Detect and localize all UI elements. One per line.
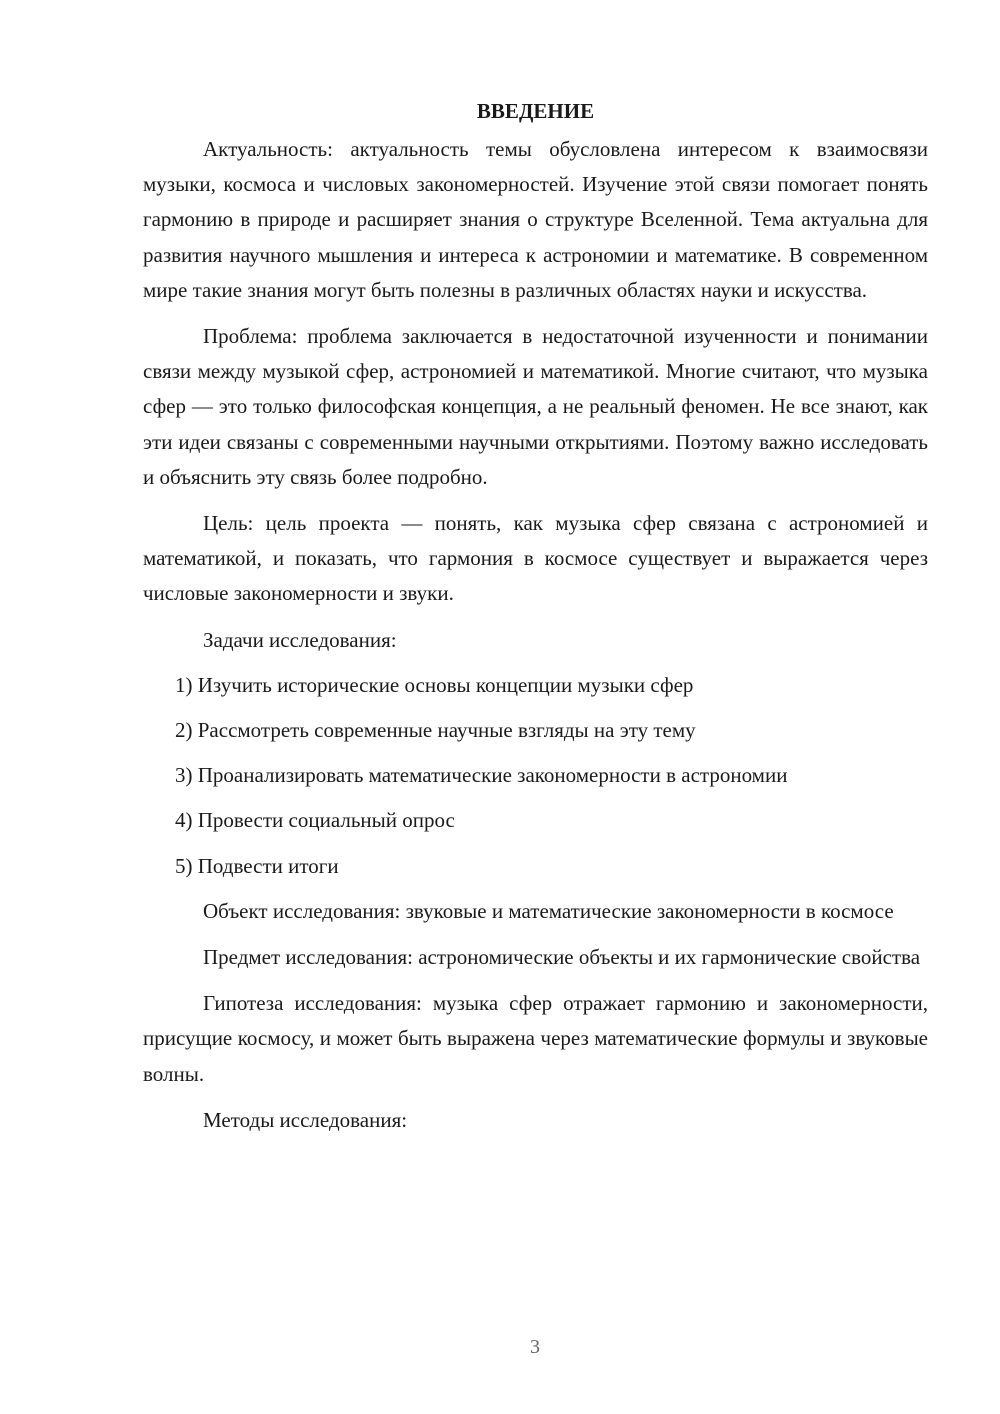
paragraph-goal: Цель: цель проекта — понять, как музыка сфер связана с астрономией и математикой, и показать, что гармония в космосе существует и выражается через числовые закономерности и звуки. [143, 511, 928, 606]
task-item-1: 1) Изучить исторические основы концепции музыки сфер [175, 672, 694, 697]
paragraph-relevance: Актуальность: актуальность темы обусловлена интересом к взаимосвязи музыки, космоса и числовых закономерностей. Изучение этой связи помогает понять гармонию в природе и расширяет знания о структуре Вселенной. Тема актуальна для развития научного мышления и интереса к астрономии и математике. В современном мире такие знания могут быть полезны в различных областях науки и искусства. [143, 137, 928, 302]
document-page [143, 96, 928, 1138]
paragraph-problem: Проблема: проблема заключается в недостаточной изученности и понимании связи между музыкой сфер, астрономией и математикой. Многие считают, что музыка сфер — это только философская концепция, а не реальный феномен. Не все знают, как эти идеи связаны с современными научными открытиями. Поэтому важно исследовать и объяснить эту связь более подробно. [143, 324, 928, 489]
task-item-2: 2) Рассмотреть современные научные взгляды на эту тему [175, 718, 696, 743]
task-item-4: 4) Провести социальный опрос [175, 808, 455, 833]
task-list [143, 668, 928, 884]
paragraph-methods: Методы исследования: [203, 1107, 408, 1132]
paragraph-hypothesis: Гипотеза исследования: музыка сфер отражает гармонию и закономерности, присущие космосу, и может быть выражена через математические формулы и звуковые волны. [143, 991, 928, 1086]
page-title: ВВЕДЕНИЕ [476, 99, 595, 123]
page-number: 3 [530, 1336, 540, 1358]
tasks-heading: Задачи исследования: [203, 627, 397, 652]
task-item-3: 3) Проанализировать математические закономерности в астрономии [175, 763, 788, 788]
paragraph-subject: Предмет исследования: астрономические объекты и их гармонические свойства [203, 945, 921, 970]
paragraph-object: Объект исследования: звуковые и математические закономерности в космосе [203, 898, 894, 923]
task-item-5: 5) Подвести итоги [175, 853, 339, 878]
